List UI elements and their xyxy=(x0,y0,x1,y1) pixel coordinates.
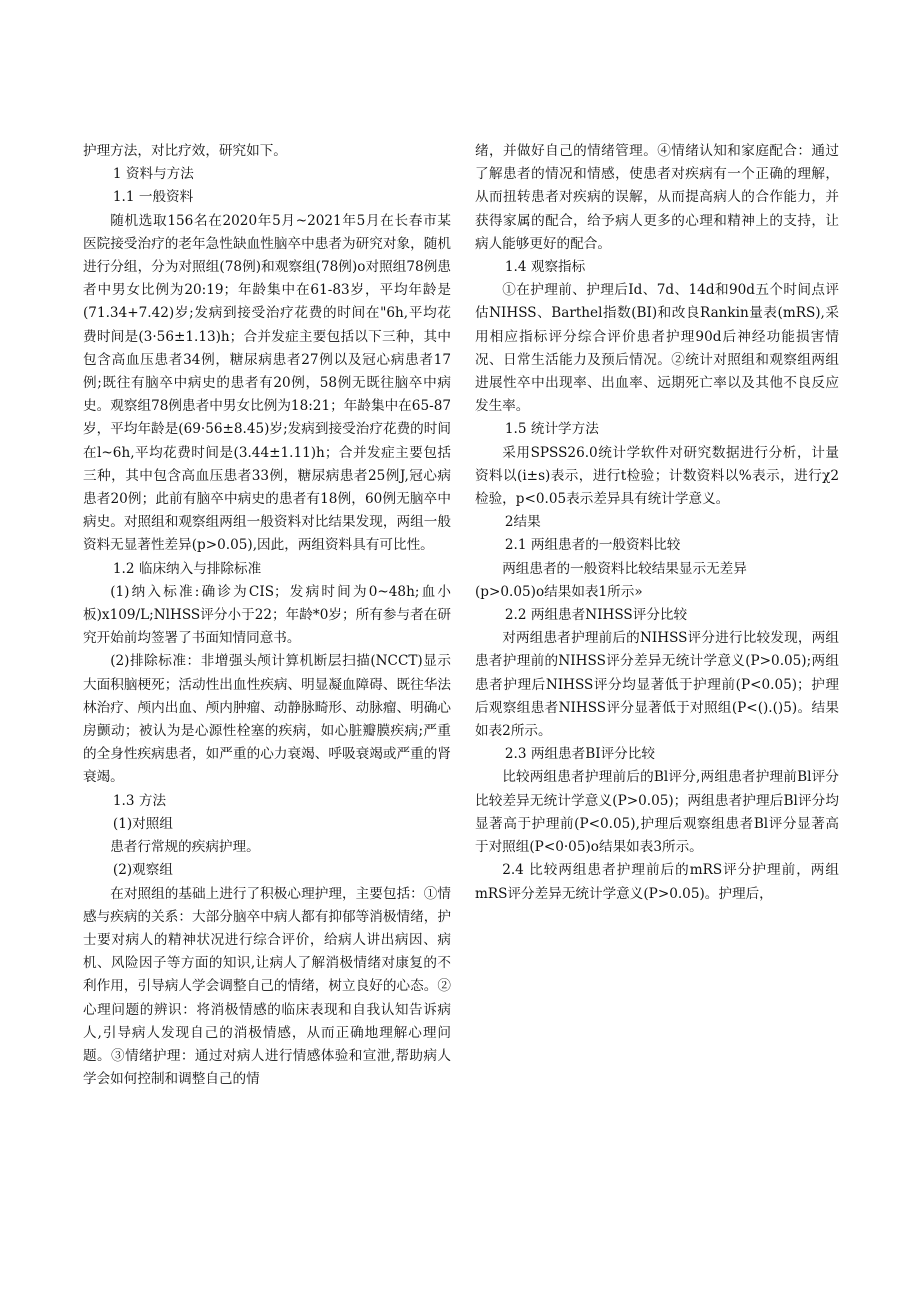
paragraph: (p>0.05)o结果如表1所示» xyxy=(475,583,643,600)
paragraph: (1)纳入标准:确诊为CIS；发病时间为0~48h;血小板)x109/L;NlHSS评分小于22；年龄*0岁；所有参与者在研究开始前均签署了书面知情同意书。 xyxy=(83,583,451,647)
subsection-heading: 1.2 临床纳入与排除标准 xyxy=(112,560,262,577)
right-column xyxy=(475,140,839,906)
subsection-heading: 1.1 一般资料 xyxy=(112,189,194,206)
paragraph: 护理方法，对比疗效，研究如下。 xyxy=(83,143,287,159)
paragraph: 对两组患者护理前后的NIHSS评分进行比较发现，两组患者护理前的NIHSS评分差异无统计学意义(P>0.05);两组患者护理后NIHSS评分均显著低于护理前(P<0.05)；护理后观察组患者NIHSS评分显著低于对照组(P<().()5)。结果如表2所示。 xyxy=(475,630,839,740)
paragraph: (2)排除标准：非增强头颅计算机断层扫描(NCCT)显示大面积脑梗死；活动性出血性疾病、明显凝血障碍、既往华法林治疗、颅内出血、颅内肿瘤、动静脉畸形、动脉瘤、明确心房颤动；被认为是心源性栓塞的疾病，如心脏瓣膜疾病;严重的全身性疾病患者，如严重的心力衰竭、呼吸衰竭或严重的肾衰竭。 xyxy=(83,653,451,786)
paragraph: 绪，并做好自己的情绪管理。④情绪认知和家庭配合：通过了解患者的情况和情感，使患者对疾病有一个正确的理解，从而扭转患者对疾病的误解，从而提高病人的合作能力，并获得家属的配合，给予病人更多的心理和精神上的支持，让病人能够更好的配合。 xyxy=(475,143,839,252)
paragraph: ①在护理前、护理后Id、7d、14d和90d五个时间点评估NIHSS、Barthel指数(BI)和改良Rankin量表(mRS),采用相应指标评分综合评价患者护理90d后神经功能损害情况、日常生活能力及预后情况。②统计对照组和观察组两组进展性卒中出现率、出血率、远期死亡率以及其他不良反应发生率。 xyxy=(475,282,839,415)
subsection-heading: 1.5 统计学方法 xyxy=(504,421,599,438)
subsection-heading: 1.3 方法 xyxy=(112,792,167,809)
subsection-heading: 2.2 两组患者NIHSS评分比较 xyxy=(504,607,688,624)
group-heading: (1)对照组 xyxy=(112,815,173,832)
subsection-heading: 2.3 两组患者BI评分比较 xyxy=(504,746,655,763)
paragraph: 患者行常规的疾病护理。 xyxy=(110,839,260,856)
paragraph: 随机选取156名在2020年5月~2021年5月在长春市某医院接受治疗的老年急性缺血性脑卒中患者为研究对象，随机进行分组，分为对照组(78例)和观察组(78例)o对照组78例患者中男女比例为20:19；年龄集中在61-83岁，平均年龄是(71.34+7.42)岁;发病到接受治疗花费的时间在"6h,平均花费时间是(3·56±1.13)h；合并发症主要包括以下三种，其中包含高血压患者34例，糖尿病患者27例以及冠心病患者17例;既往有脑卒中病史的患者有20例，58例无既往脑卒中病史。观察组78例患者中男女比例为18:21；年龄集中在65-87岁，平均年龄是(69·56±8.45)岁;发病到接受治疗花费的时间在l~6h,平均花费时间是(3.44±1.11)h；合并发症主要包括三种，其中包含高血压患者33例，糖尿病患者25例J,冠心病患者20例；此前有脑卒中病史的患者有18例，60例无脑卒中病史。对照组和观察组两组一般资料对比结果发现，两组一般资料无显著性差异(p>0.05),因此，两组资料具有可比性。 xyxy=(83,212,451,554)
subsection-heading: 1.4 观察指标 xyxy=(504,259,586,276)
paragraph: 2.4 比较两组患者护理前后的mRS评分护理前，两组mRS评分差异无统计学意义(P>0.05)。护理后， xyxy=(475,862,839,902)
group-heading: (2)观察组 xyxy=(112,862,173,879)
section-heading: 2结果 xyxy=(504,514,541,531)
paragraph: 在对照组的基础上进行了积极心理护理，主要包括：①情感与疾病的关系：大部分脑卒中病人都有抑郁等消极情绪，护士要对病人的精神状况进行综合评价，给病人讲出病因、病机、风险因子等方面的知识,让病人了解消极情绪对康复的不利作用，引导病人学会调整自己的情绪，树立良好的心态。②心理问题的辨识：将消极情感的临床表现和自我认知告诉病人,引导病人发现自己的消极情感，从而正确地理解心理问题。③情绪护理：通过对病人进行情感体验和宣泄,帮助病人学会如何控制和调整自己的情 xyxy=(83,885,451,1088)
paragraph: 采用SPSS26.0统计学软件对研究数据进行分析，计量资料以(i±s)表示，进行t检验；计数资料以%表示，进行χ2检验，p<0.05表示差异具有统计学意义。 xyxy=(475,444,839,508)
left-column xyxy=(83,140,451,1091)
paragraph: 比较两组患者护理前后的Bl评分,两组患者护理前Bl评分比较差异无统计学意义(P>0.05)；两组患者护理后Bl评分均显著高于护理前(P<0.05),护理后观察组患者Bl评分显著高于对照组(P<0·05)o结果如表3所示。 xyxy=(475,769,839,856)
section-heading: 1 资料与方法 xyxy=(112,166,194,183)
paragraph: 两组患者的一般资料比较结果显示无差异 xyxy=(502,560,747,577)
subsection-heading: 2.1 两组患者的一般资料比较 xyxy=(504,537,681,554)
